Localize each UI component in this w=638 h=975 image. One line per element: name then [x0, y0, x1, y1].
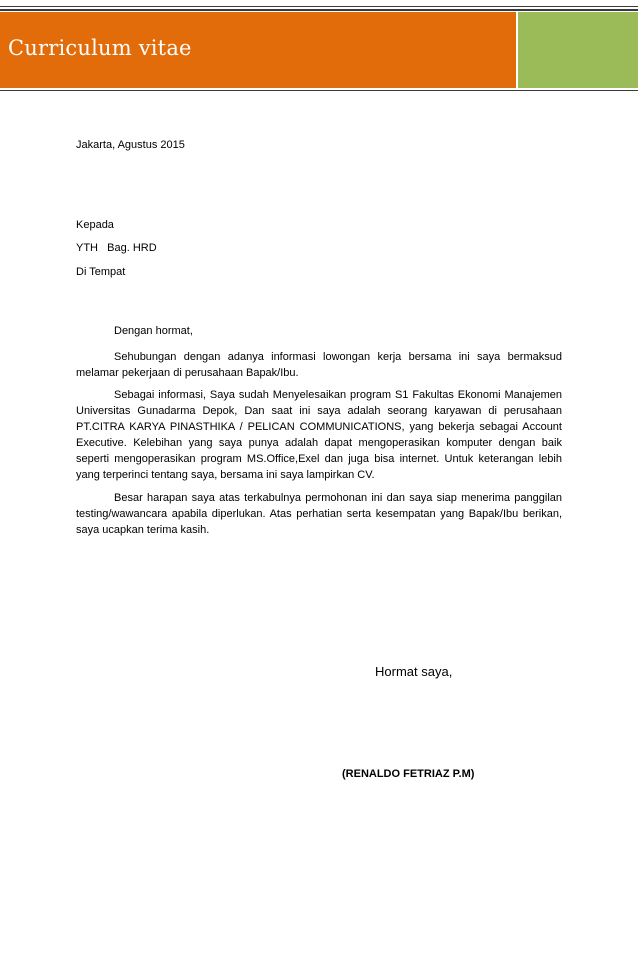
- body-paragraph-2: Sebagai informasi, Saya sudah Menyelesaikan program S1 Fakultas Ekonomi Manajemen Universitas Gunadarma Depok, Dan saat ini saya adalah seorang karyawan di perusahaan PT.CITRA KARYA PINASTHIKA / PELICAN COMMUNICATIONS, yang bekerja sebagai Account Executive. Kelebihan yang saya punya adalah dapat mengoperasikan komputer dengan baik seperti mengoperasikan program MS.Office,Exel dan juga bisa internet. Untuk keterangan lebih yang terperinci tentang saya, bersama ini saya lampirkan CV.: [76, 389, 562, 481]
- document-title: Curriculum vitae: [8, 36, 192, 60]
- header-green-block: [518, 12, 638, 88]
- salutation: Dengan hormat,: [114, 325, 193, 337]
- place-date: Jakarta, Agustus 2015: [76, 139, 185, 151]
- recipient-line-1: Kepada: [76, 219, 114, 231]
- closing-line: Hormat saya,: [375, 664, 453, 679]
- body-paragraph-3: Besar harapan saya atas terkabulnya permohonan ini dan saya siap menerima panggilan testing/wawancara apabila diperlukan. Atas perhatian serta kesempatan yang Bapak/Ibu berikan, saya ucapkan terima kasih.: [76, 492, 562, 536]
- recipient-line-3: Di Tempat: [76, 266, 126, 278]
- body-paragraph-1: Sehubungan dengan adanya informasi lowongan kerja bersama ini saya bermaksud melamar pekerjaan di perusahaan Bapak/Ibu.: [76, 351, 562, 379]
- header-rule-top-thick: [0, 9, 638, 11]
- recipient-line-2: YTH Bag. HRD: [76, 242, 157, 254]
- header-rule-top: [0, 6, 638, 7]
- signature-name: (RENALDO FETRIAZ P.M): [342, 768, 475, 780]
- header-rule-bottom: [0, 90, 638, 91]
